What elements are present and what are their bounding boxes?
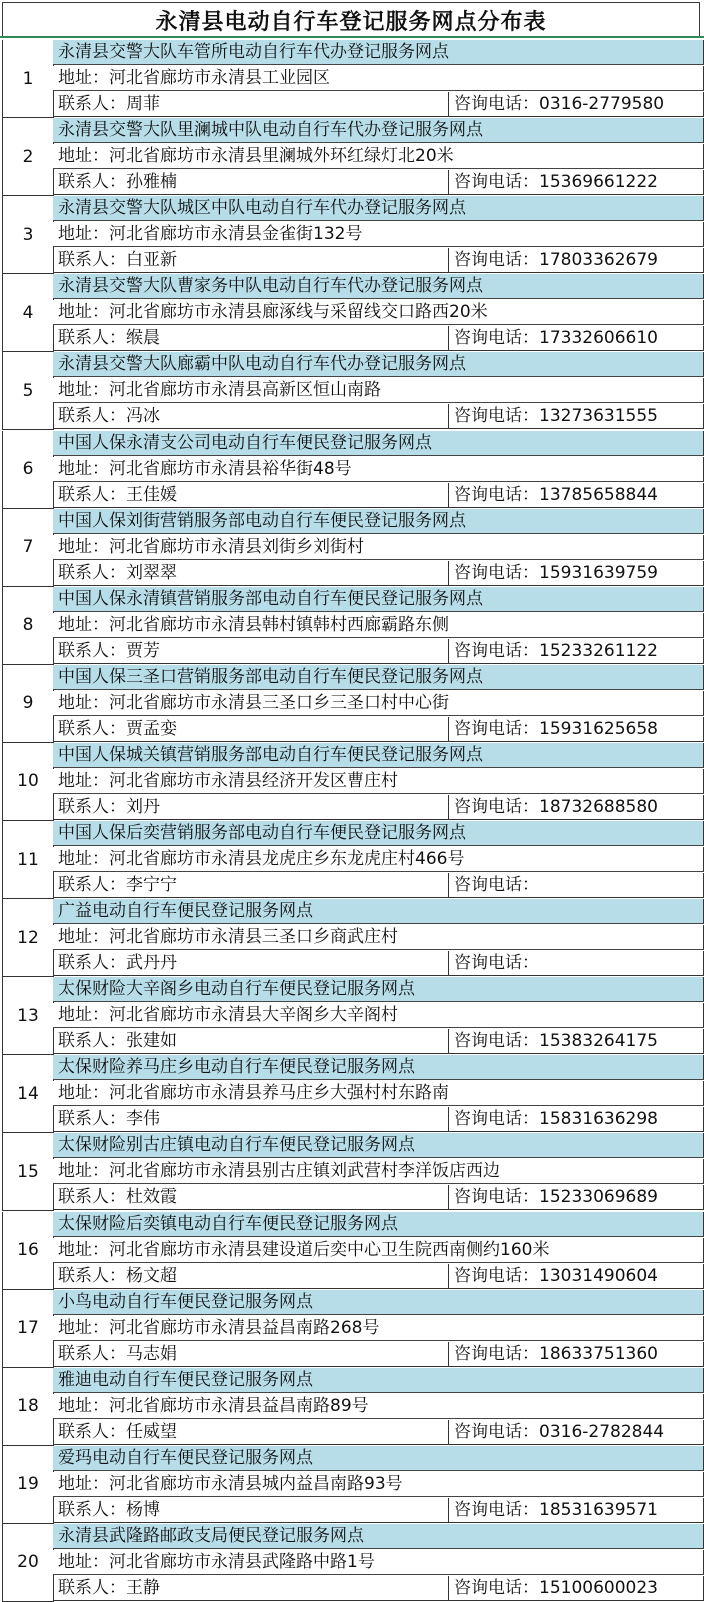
phone-cell bbox=[449, 404, 704, 429]
phone-cell bbox=[449, 170, 704, 195]
phone-cell bbox=[449, 561, 704, 586]
phone-cell bbox=[449, 1420, 704, 1445]
contact-cell bbox=[53, 1264, 449, 1289]
record-number: 17 bbox=[2, 1290, 54, 1368]
record-row bbox=[2, 196, 704, 274]
contact-label: 联系人： bbox=[58, 640, 126, 661]
phone-label: 咨询电话： bbox=[454, 250, 539, 271]
contact-name: 白亚新 bbox=[126, 250, 177, 271]
phone-cell bbox=[449, 1342, 704, 1367]
record-number: 12 bbox=[2, 899, 54, 977]
record-number: 5 bbox=[2, 352, 54, 430]
record-number: 9 bbox=[2, 665, 54, 743]
phone-cell bbox=[449, 717, 704, 742]
service-point-name: 中国人保后奕营销服务部电动自行车便民登记服务网点 bbox=[53, 821, 704, 846]
service-point-name: 广益电动自行车便民登记服务网点 bbox=[53, 899, 704, 924]
phone-label: 咨询电话： bbox=[454, 562, 539, 583]
phone-number: 0316-2782844 bbox=[539, 1421, 665, 1442]
phone-cell bbox=[449, 1576, 704, 1601]
contact-cell bbox=[53, 404, 449, 429]
phone-label: 咨询电话： bbox=[454, 1265, 539, 1286]
contact-name: 贾孟娈 bbox=[126, 718, 177, 739]
contact-label: 联系人： bbox=[58, 484, 126, 505]
contact-name: 冯冰 bbox=[126, 406, 160, 427]
record-row bbox=[2, 1212, 704, 1290]
service-point-address: 地址：河北省廊坊市永清县高新区恒山南路 bbox=[53, 378, 704, 403]
record-number: 14 bbox=[2, 1055, 54, 1133]
phone-number: 13785658844 bbox=[539, 484, 658, 505]
service-point-name: 雅迪电动自行车便民登记服务网点 bbox=[53, 1368, 704, 1393]
phone-cell bbox=[449, 873, 704, 898]
record-row bbox=[2, 977, 704, 1055]
record-row bbox=[2, 665, 704, 743]
service-point-address: 地址：河北省廊坊市永清县刘街乡刘街村 bbox=[53, 535, 704, 560]
phone-number: 17803362679 bbox=[539, 250, 658, 271]
record-row bbox=[2, 1290, 704, 1368]
contact-name: 王静 bbox=[126, 1577, 160, 1598]
phone-number: 15233069689 bbox=[539, 1187, 658, 1208]
contact-name: 杨博 bbox=[126, 1499, 160, 1520]
contact-label: 联系人： bbox=[58, 953, 126, 974]
record-number: 16 bbox=[2, 1212, 54, 1290]
service-point-name: 永清县交警大队城区中队电动自行车代办登记服务网点 bbox=[53, 196, 704, 221]
contact-label: 联系人： bbox=[58, 172, 126, 193]
contact-cell bbox=[53, 1498, 449, 1523]
service-point-name: 太保财险养马庄乡电动自行车便民登记服务网点 bbox=[53, 1055, 704, 1080]
service-point-address: 地址：河北省廊坊市永清县益昌南路89号 bbox=[53, 1394, 704, 1419]
record-row bbox=[2, 1055, 704, 1133]
record-row bbox=[2, 509, 704, 587]
contact-cell bbox=[53, 248, 449, 273]
service-point-address: 地址：河北省廊坊市永清县大辛阁乡大辛阁村 bbox=[53, 1003, 704, 1028]
record-row bbox=[2, 587, 704, 665]
phone-number: 15383264175 bbox=[539, 1031, 658, 1052]
service-point-name: 永清县武隆路邮政支局便民登记服务网点 bbox=[53, 1524, 704, 1549]
phone-cell bbox=[449, 1029, 704, 1054]
service-point-address: 地址：河北省廊坊市永清县金雀街132号 bbox=[53, 222, 704, 247]
contact-name: 武丹丹 bbox=[126, 953, 177, 974]
contact-cell bbox=[53, 1342, 449, 1367]
service-point-address: 地址：河北省廊坊市永清县别古庄镇刘武营村李洋饭店西边 bbox=[53, 1159, 704, 1184]
phone-number: 0316-2779580 bbox=[539, 94, 665, 114]
contact-cell bbox=[53, 1185, 449, 1210]
record-row bbox=[2, 821, 704, 899]
page-title: 永清县电动自行车登记服务网点分布表 bbox=[2, 2, 700, 38]
record-row bbox=[2, 1368, 704, 1446]
contact-label: 联系人： bbox=[58, 1343, 126, 1364]
phone-number: 15369661222 bbox=[539, 172, 658, 193]
contact-cell bbox=[53, 1107, 449, 1132]
service-point-name: 太保财险别古庄镇电动自行车便民登记服务网点 bbox=[53, 1133, 704, 1158]
service-point-name: 中国人保城关镇营销服务部电动自行车便民登记服务网点 bbox=[53, 743, 704, 768]
phone-label: 咨询电话： bbox=[454, 640, 539, 661]
record-number: 11 bbox=[2, 821, 54, 899]
phone-number: 15931625658 bbox=[539, 718, 658, 739]
contact-cell bbox=[53, 483, 449, 508]
record-number: 1 bbox=[2, 40, 54, 118]
service-point-address: 地址：河北省廊坊市永清县养马庄乡大强村村东路南 bbox=[53, 1081, 704, 1106]
phone-cell bbox=[449, 92, 704, 117]
phone-label: 咨询电话： bbox=[454, 94, 539, 114]
phone-number: 17332606610 bbox=[539, 328, 658, 349]
contact-cell bbox=[53, 639, 449, 664]
contact-label: 联系人： bbox=[58, 1577, 126, 1598]
service-point-name: 中国人保刘街营销服务部电动自行车便民登记服务网点 bbox=[53, 509, 704, 534]
record-row bbox=[2, 743, 704, 821]
service-point-name: 太保财险后奕镇电动自行车便民登记服务网点 bbox=[53, 1212, 704, 1237]
record-row bbox=[2, 1446, 704, 1524]
service-point-address: 地址：河北省廊坊市永清县经济开发区曹庄村 bbox=[53, 769, 704, 794]
record-row bbox=[2, 431, 704, 509]
phone-label: 咨询电话： bbox=[454, 172, 539, 193]
record-row bbox=[2, 40, 704, 118]
record-number: 4 bbox=[2, 274, 54, 352]
service-point-name: 中国人保三圣口营销服务部电动自行车便民登记服务网点 bbox=[53, 665, 704, 690]
contact-label: 联系人： bbox=[58, 1187, 126, 1208]
phone-label: 咨询电话： bbox=[454, 875, 539, 895]
record-number: 18 bbox=[2, 1368, 54, 1446]
contact-label: 联系人： bbox=[58, 1109, 126, 1130]
service-point-name: 爱玛电动自行车便民登记服务网点 bbox=[53, 1446, 704, 1471]
phone-cell bbox=[449, 795, 704, 820]
contact-cell bbox=[53, 795, 449, 820]
service-point-address: 地址：河北省廊坊市永清县龙虎庄乡东龙虎庄村466号 bbox=[53, 847, 704, 872]
contact-name: 李伟 bbox=[126, 1109, 160, 1130]
record-number: 20 bbox=[2, 1524, 54, 1602]
contact-name: 李宁宁 bbox=[126, 875, 177, 895]
record-number: 2 bbox=[2, 118, 54, 196]
contact-label: 联系人： bbox=[58, 1031, 126, 1052]
phone-number: 18531639571 bbox=[539, 1499, 658, 1520]
phone-label: 咨询电话： bbox=[454, 1421, 539, 1442]
contact-cell bbox=[53, 951, 449, 976]
record-row bbox=[2, 1133, 704, 1211]
contact-label: 联系人： bbox=[58, 1499, 126, 1520]
phone-label: 咨询电话： bbox=[454, 1343, 539, 1364]
phone-label: 咨询电话： bbox=[454, 718, 539, 739]
phone-label: 咨询电话： bbox=[454, 328, 539, 349]
contact-cell bbox=[53, 92, 449, 117]
contact-cell bbox=[53, 873, 449, 898]
contact-label: 联系人： bbox=[58, 94, 126, 114]
record-number: 13 bbox=[2, 977, 54, 1055]
service-point-name: 中国人保永清镇营销服务部电动自行车便民登记服务网点 bbox=[53, 587, 704, 612]
service-point-address: 地址：河北省廊坊市永清县工业园区 bbox=[53, 66, 704, 91]
service-point-name: 永清县交警大队里澜城中队电动自行车代办登记服务网点 bbox=[53, 118, 704, 143]
phone-cell bbox=[449, 483, 704, 508]
contact-cell bbox=[53, 717, 449, 742]
phone-label: 咨询电话： bbox=[454, 953, 539, 974]
record-number: 15 bbox=[2, 1133, 54, 1211]
record-row bbox=[2, 118, 704, 196]
service-point-address: 地址：河北省廊坊市永清县廊涿线与采留线交口路西20米 bbox=[53, 300, 704, 325]
contact-label: 联系人： bbox=[58, 796, 126, 817]
service-point-address: 地址：河北省廊坊市永清县三圣口乡三圣口村中心街 bbox=[53, 691, 704, 716]
contact-label: 联系人： bbox=[58, 1265, 126, 1286]
contact-name: 刘翠翠 bbox=[126, 562, 177, 583]
phone-label: 咨询电话： bbox=[454, 1109, 539, 1130]
phone-number: 13031490604 bbox=[539, 1265, 658, 1286]
contact-cell bbox=[53, 1029, 449, 1054]
phone-label: 咨询电话： bbox=[454, 1499, 539, 1520]
record-row bbox=[2, 1524, 704, 1602]
contact-label: 联系人： bbox=[58, 406, 126, 427]
service-point-name: 小鸟电动自行车便民登记服务网点 bbox=[53, 1290, 704, 1315]
contact-cell bbox=[53, 170, 449, 195]
record-row bbox=[2, 352, 704, 430]
service-point-address: 地址：河北省廊坊市永清县建设道后奕中心卫生院西南侧约160米 bbox=[53, 1238, 704, 1263]
phone-label: 咨询电话： bbox=[454, 406, 539, 427]
record-number: 3 bbox=[2, 196, 54, 274]
phone-cell bbox=[449, 248, 704, 273]
phone-cell bbox=[449, 951, 704, 976]
service-point-address: 地址：河北省廊坊市永清县裕华街48号 bbox=[53, 457, 704, 482]
phone-label: 咨询电话： bbox=[454, 1187, 539, 1208]
service-point-name: 永清县交警大队车管所电动自行车代办登记服务网点 bbox=[53, 40, 704, 65]
service-point-address: 地址：河北省廊坊市永清县城内益昌南路93号 bbox=[53, 1472, 704, 1497]
service-point-name: 中国人保永清支公司电动自行车便民登记服务网点 bbox=[53, 431, 704, 456]
contact-name: 缑晨 bbox=[126, 328, 160, 349]
service-point-address: 地址：河北省廊坊市永清县韩村镇韩村西廊霸路东侧 bbox=[53, 613, 704, 638]
contact-label: 联系人： bbox=[58, 250, 126, 271]
record-row bbox=[2, 899, 704, 977]
service-point-name: 永清县交警大队廊霸中队电动自行车代办登记服务网点 bbox=[53, 352, 704, 377]
contact-name: 杨文超 bbox=[126, 1265, 177, 1286]
contact-name: 马志娟 bbox=[126, 1343, 177, 1364]
service-point-address: 地址：河北省廊坊市永清县益昌南路268号 bbox=[53, 1316, 704, 1341]
phone-number: 18732688580 bbox=[539, 796, 658, 817]
service-point-name: 太保财险大辛阁乡电动自行车便民登记服务网点 bbox=[53, 977, 704, 1002]
contact-name: 任威望 bbox=[126, 1421, 177, 1442]
phone-cell bbox=[449, 1264, 704, 1289]
phone-label: 咨询电话： bbox=[454, 484, 539, 505]
service-point-address: 地址：河北省廊坊市永清县里澜城外环红绿灯北20米 bbox=[53, 144, 704, 169]
service-point-address: 地址：河北省廊坊市永清县武隆路中路1号 bbox=[53, 1550, 704, 1575]
phone-cell bbox=[449, 639, 704, 664]
service-point-address: 地址：河北省廊坊市永清县三圣口乡商武庄村 bbox=[53, 925, 704, 950]
record-number: 6 bbox=[2, 431, 54, 509]
title-accent-line bbox=[0, 36, 704, 38]
phone-label: 咨询电话： bbox=[454, 1031, 539, 1052]
contact-name: 周菲 bbox=[126, 94, 160, 114]
contact-name: 王佳媛 bbox=[126, 484, 177, 505]
contact-name: 杜效霞 bbox=[126, 1187, 177, 1208]
contact-label: 联系人： bbox=[58, 1421, 126, 1442]
record-number: 10 bbox=[2, 743, 54, 821]
phone-label: 咨询电话： bbox=[454, 1577, 539, 1598]
phone-number: 18633751360 bbox=[539, 1343, 658, 1364]
phone-cell bbox=[449, 1107, 704, 1132]
phone-cell bbox=[449, 1498, 704, 1523]
contact-name: 刘丹 bbox=[126, 796, 160, 817]
contact-label: 联系人： bbox=[58, 718, 126, 739]
phone-number: 15100600023 bbox=[539, 1577, 658, 1598]
contact-label: 联系人： bbox=[58, 562, 126, 583]
service-point-name: 永清县交警大队曹家务中队电动自行车代办登记服务网点 bbox=[53, 274, 704, 299]
phone-number: 15931639759 bbox=[539, 562, 658, 583]
record-number: 7 bbox=[2, 509, 54, 587]
contact-label: 联系人： bbox=[58, 875, 126, 895]
contact-cell bbox=[53, 326, 449, 351]
phone-number: 13273631555 bbox=[539, 406, 658, 427]
phone-number: 15831636298 bbox=[539, 1109, 658, 1130]
phone-label: 咨询电话： bbox=[454, 796, 539, 817]
phone-number: 15233261122 bbox=[539, 640, 658, 661]
contact-cell bbox=[53, 1576, 449, 1601]
contact-name: 孙雅楠 bbox=[126, 172, 177, 193]
phone-cell bbox=[449, 1185, 704, 1210]
phone-cell bbox=[449, 326, 704, 351]
record-number: 8 bbox=[2, 587, 54, 665]
contact-label: 联系人： bbox=[58, 328, 126, 349]
contact-name: 张建如 bbox=[126, 1031, 177, 1052]
contact-cell bbox=[53, 1420, 449, 1445]
contact-cell bbox=[53, 561, 449, 586]
record-number: 19 bbox=[2, 1446, 54, 1524]
record-row bbox=[2, 274, 704, 352]
contact-name: 贾芳 bbox=[126, 640, 160, 661]
